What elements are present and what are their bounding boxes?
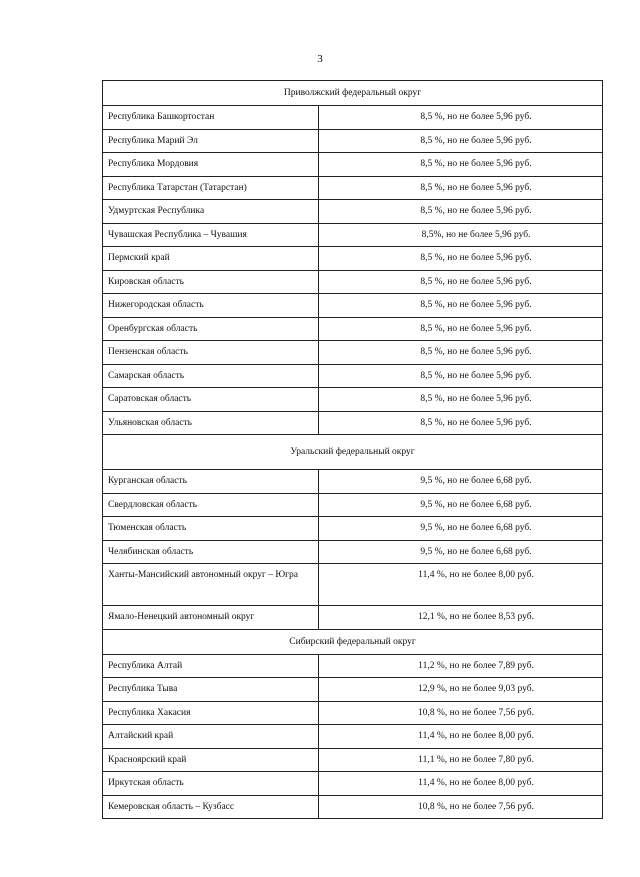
rate-value: 11,4 %, но не более 8,00 руб. (319, 725, 603, 749)
rate-value: 9,5 %, но не более 6,68 руб. (319, 540, 603, 564)
region-name: Республика Алтай (103, 654, 319, 678)
table-row (103, 411, 603, 435)
region-name: Ямало-Ненецкий автономный округ (103, 606, 319, 630)
table-row (103, 200, 603, 224)
rate-value: 8,5 %, но не более 5,96 руб. (319, 341, 603, 365)
rate-value: 8,5 %, но не более 5,96 руб. (319, 411, 603, 435)
table-row (103, 223, 603, 247)
rate-value: 8,5 %, но не более 5,96 руб. (319, 153, 603, 177)
rates-table (102, 80, 603, 819)
region-name: Ханты-Мансийский автономный округ – Югра (103, 564, 319, 606)
table-row (103, 470, 603, 494)
table-row (103, 176, 603, 200)
region-name: Республика Марий Эл (103, 129, 319, 153)
table-row (103, 294, 603, 318)
region-name: Кемеровская область – Кузбасс (103, 795, 319, 819)
region-name: Челябинская область (103, 540, 319, 564)
table-row (103, 540, 603, 564)
table-row (103, 364, 603, 388)
table-row (103, 606, 603, 630)
table-row (103, 341, 603, 365)
rate-value: 11,2 %, но не более 7,89 руб. (319, 654, 603, 678)
table-row (103, 564, 603, 606)
rate-value: 11,4 %, но не более 8,00 руб. (319, 564, 603, 606)
table-row (103, 317, 603, 341)
region-name: Пензенская область (103, 341, 319, 365)
section-header-ural (103, 435, 603, 470)
region-name: Ульяновская область (103, 411, 319, 435)
section-header-volga (103, 81, 603, 106)
section-title: Уральский федеральный округ (103, 435, 603, 470)
rate-value: 8,5 %, но не более 5,96 руб. (319, 364, 603, 388)
rate-value: 8,5 %, но не более 5,96 руб. (319, 270, 603, 294)
table-row (103, 795, 603, 819)
region-name: Алтайский край (103, 725, 319, 749)
table-row (103, 701, 603, 725)
rate-value: 8,5 %, но не более 5,96 руб. (319, 106, 603, 130)
rate-value: 9,5 %, но не более 6,68 руб. (319, 470, 603, 494)
rate-value: 11,1 %, но не более 7,80 руб. (319, 748, 603, 772)
rate-value: 10,8 %, но не более 7,56 руб. (319, 701, 603, 725)
section-title: Приволжский федеральный округ (103, 81, 603, 106)
rate-value: 12,9 %, но не более 9,03 руб. (319, 678, 603, 702)
rate-value: 9,5 %, но не более 6,68 руб. (319, 517, 603, 541)
table-row (103, 247, 603, 271)
rate-value: 11,4 %, но не более 8,00 руб. (319, 772, 603, 796)
rate-value: 8,5 %, но не более 5,96 руб. (319, 129, 603, 153)
region-name: Удмуртская Республика (103, 200, 319, 224)
rate-value: 8,5 %, но не более 5,96 руб. (319, 294, 603, 318)
table-row (103, 270, 603, 294)
table-row (103, 678, 603, 702)
table-row (103, 106, 603, 130)
rate-value: 8,5 %, но не более 5,96 руб. (319, 200, 603, 224)
table-row (103, 388, 603, 412)
table-row (103, 772, 603, 796)
table-row (103, 129, 603, 153)
rate-value: 8,5%, но не более 5,96 руб. (319, 223, 603, 247)
table-row (103, 153, 603, 177)
region-name: Саратовская область (103, 388, 319, 412)
region-name: Оренбургская область (103, 317, 319, 341)
rate-value: 8,5 %, но не более 5,96 руб. (319, 388, 603, 412)
rate-value: 12,1 %, но не более 8,53 руб. (319, 606, 603, 630)
region-name: Республика Хакасия (103, 701, 319, 725)
region-name: Красноярский край (103, 748, 319, 772)
region-name: Нижегородская область (103, 294, 319, 318)
rate-value: 8,5 %, но не более 5,96 руб. (319, 176, 603, 200)
region-name: Республика Башкортостан (103, 106, 319, 130)
rate-value: 8,5 %, но не более 5,96 руб. (319, 317, 603, 341)
rate-value: 8,5 %, но не более 5,96 руб. (319, 247, 603, 271)
region-name: Чувашская Республика – Чувашия (103, 223, 319, 247)
table-row (103, 517, 603, 541)
region-name: Республика Мордовия (103, 153, 319, 177)
region-name: Самарская область (103, 364, 319, 388)
region-name: Республика Тыва (103, 678, 319, 702)
section-header-siberia (103, 629, 603, 654)
table-row (103, 725, 603, 749)
section-title: Сибирский федеральный округ (103, 629, 603, 654)
region-name: Республика Татарстан (Татарстан) (103, 176, 319, 200)
region-name: Пермский край (103, 247, 319, 271)
page-number: 3 (317, 53, 323, 65)
region-name: Кировская область (103, 270, 319, 294)
rate-value: 10,8 %, но не более 7,56 руб. (319, 795, 603, 819)
rate-value: 9,5 %, но не более 6,68 руб. (319, 493, 603, 517)
region-name: Курганская область (103, 470, 319, 494)
table-row (103, 493, 603, 517)
table-row (103, 748, 603, 772)
region-name: Иркутская область (103, 772, 319, 796)
region-name: Свердловская область (103, 493, 319, 517)
table-row (103, 654, 603, 678)
region-name: Тюменская область (103, 517, 319, 541)
